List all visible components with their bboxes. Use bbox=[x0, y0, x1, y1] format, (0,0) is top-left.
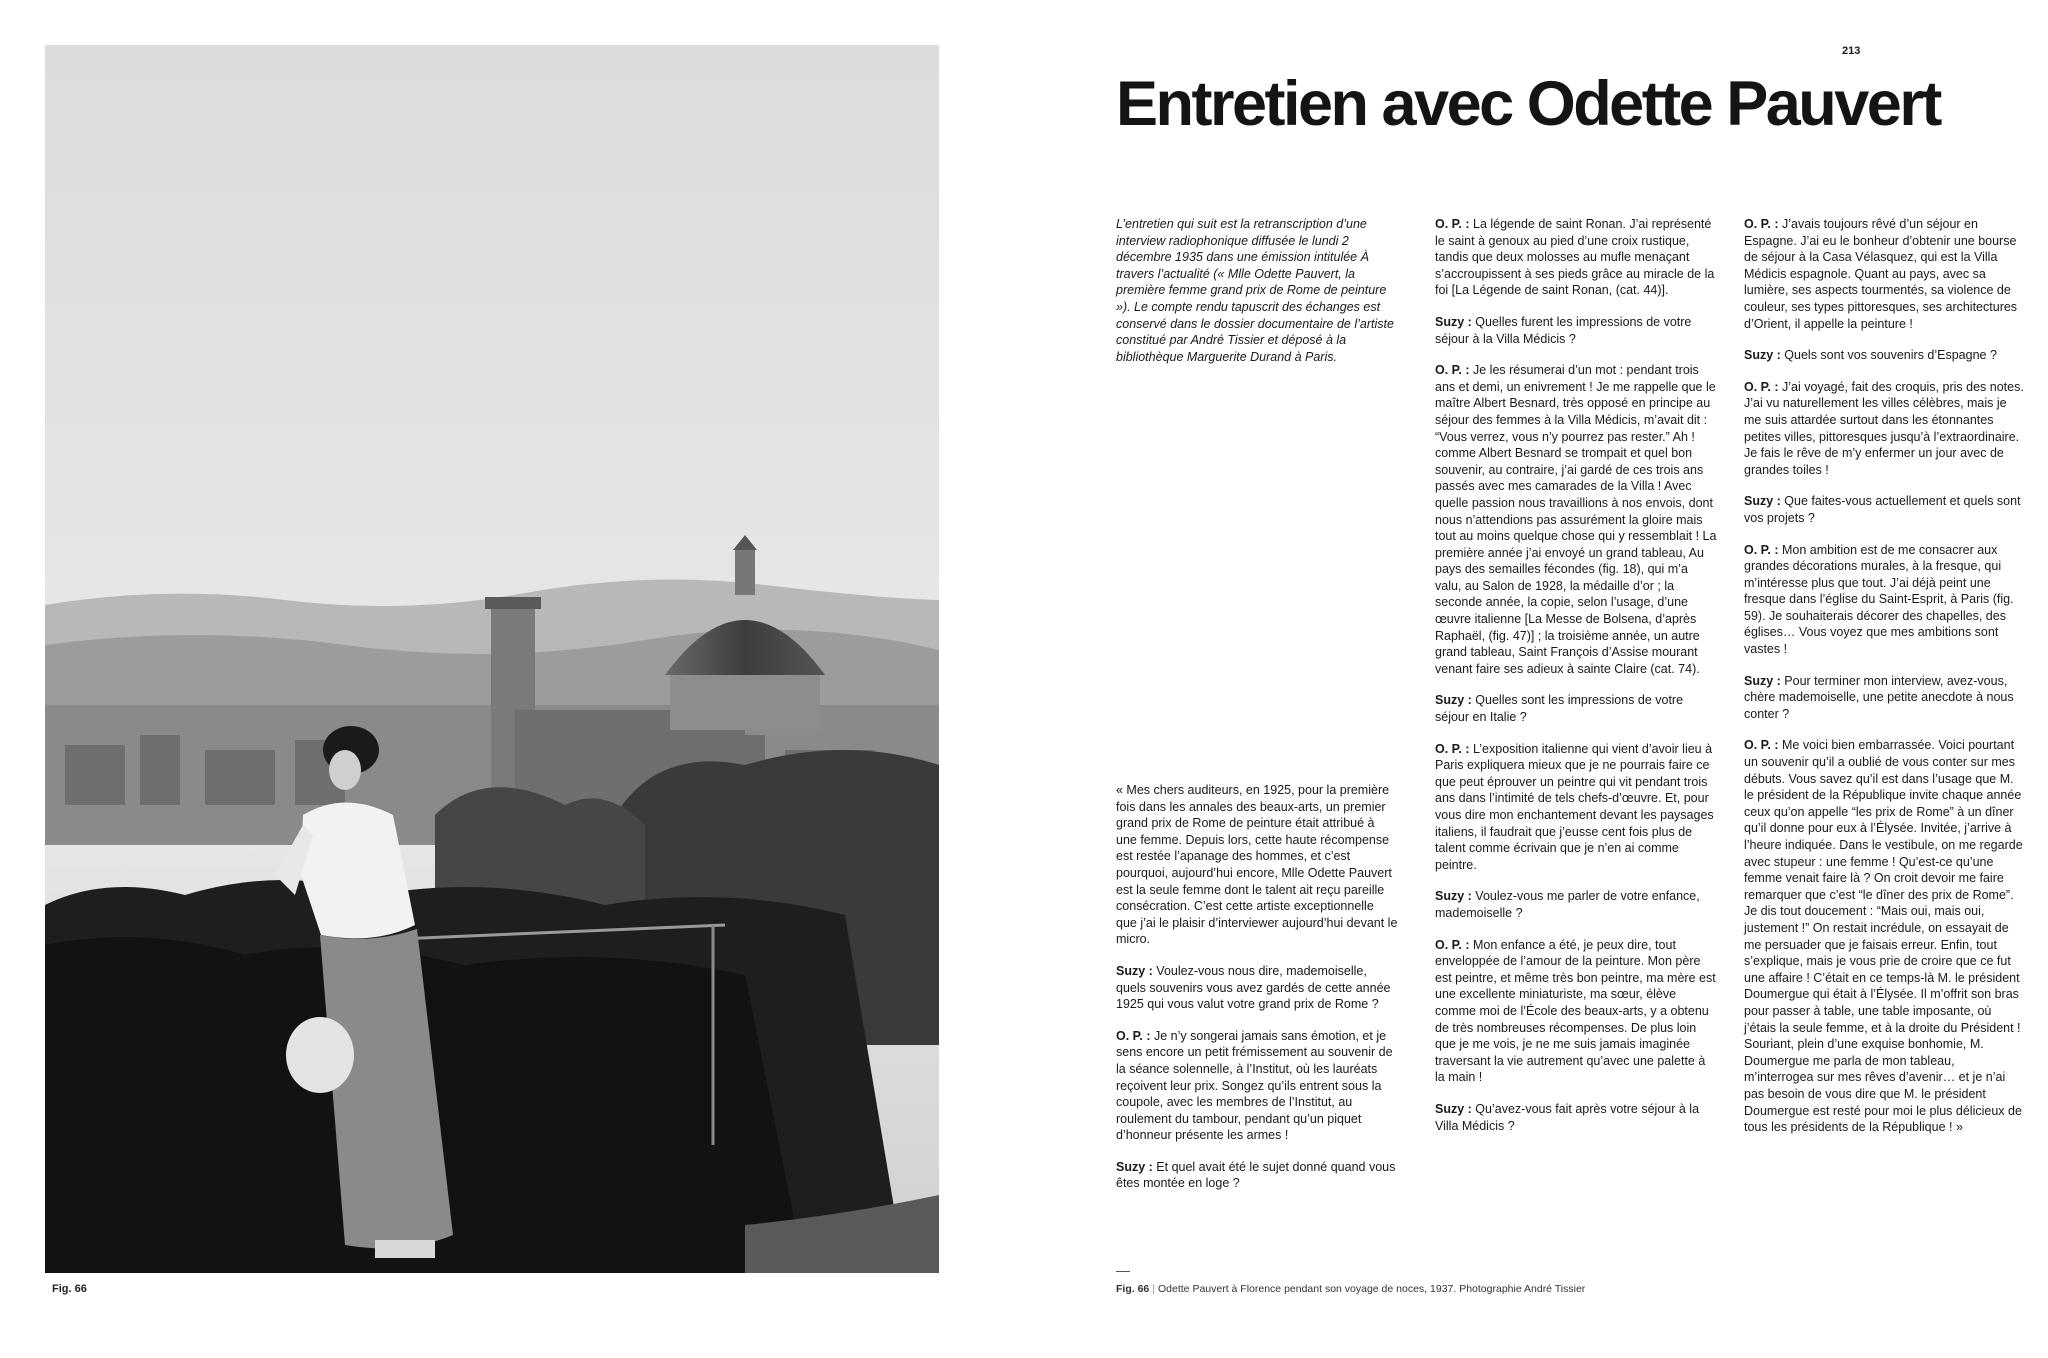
page-number: 213 bbox=[1842, 45, 1861, 57]
text-column-2 bbox=[1435, 216, 1717, 1149]
paragraph: O. P. : L’exposition italienne qui vient d’avoir lieu à Paris expliquera mieux que je ne pourrais faire ce que peut éprouver un peintre qui vit pendant trois ans dans l’intimité de tels chefs-d’œuvre. Et, pour vous dire mon enchantement devant les paysages italiens, il faudrait que j’eusse cent fois plus de talent comme écrivain que je n’en ai comme peintre. bbox=[1435, 741, 1714, 872]
text-column-3 bbox=[1744, 216, 2026, 1151]
paragraph: O. P. : J’ai voyagé, fait des croquis, pris des notes. J’ai vu naturellement les villes célèbres, mais je me suis attardée surtout dans les étonnantes petites villes, pittoresques jusqu’à l’extraordinaire. Je fais le rêve de m’y enfermer un jour avec de grandes toiles ! bbox=[1744, 379, 2024, 477]
caption-text: Odette Pauvert à Florence pendant son voyage de noces, 1937. Photographie André Tissier bbox=[1158, 1283, 1586, 1295]
intro-paragraph: L’entretien qui suit est la retranscription d’une interview radiophonique diffusée le lundi 2 décembre 1935 dans une émission intitulée À travers l’actualité (« Mlle Odette Pauvert, la première femme grand prix de Rome de peinture »). Le compte rendu tapuscrit des échanges est conservé dans le dossier documentaire de l’artiste constitué par André Tissier et déposé à la bibliothèque Marguerite Durand à Paris. bbox=[1116, 217, 1394, 364]
text-column-1 bbox=[1116, 216, 1398, 1191]
photo-woman-florence-icon bbox=[45, 45, 939, 1273]
paragraph: Suzy : Et quel avait été le sujet donné quand vous êtes montée en loge ? bbox=[1116, 1159, 1396, 1191]
paragraph: O. P. : Je n’y songerai jamais sans émotion, et je sens encore un petit frémissement au souvenir de la séance solennelle, à l’Institut, où les lauréats reçoivent leur prix. Songez qu’ils entrent sous la coupole, avec les membres de l’Institut, au roulement du tambour, pendant qu’un piquet d’honneur présente les armes ! bbox=[1116, 1028, 1393, 1143]
paragraph: Suzy : Voulez-vous nous dire, mademoiselle, quels souvenirs vous avez gardés de cette année 1925 qui vous valut votre grand prix de Rome ? bbox=[1116, 963, 1391, 1012]
paragraph: « Mes chers auditeurs, en 1925, pour la première fois dans les annales des beaux-arts, un premier grand prix de Rome de peinture était attribué à une femme. Depuis lors, cette haute récompense est restée l’apanage des hommes, et c’est pourquoi, aujourd’hui encore, Mlle Odette Pauvert est la seule femme dont le talent ait reçu pareille consécration. C’est cette artiste exceptionnelle que j’ai le plaisir d’interviewer aujourd’hui devant le micro. bbox=[1116, 783, 1398, 947]
paragraph: Suzy : Voulez-vous me parler de votre enfance, mademoiselle ? bbox=[1435, 889, 1700, 920]
paragraph: O. P. : Mon enfance a été, je peux dire, tout enveloppée de l’amour de la peinture. Mon père est peintre, et même très bon peintre, ma mère est une excellente miniaturiste, ma sœur, élève comme moi de l’École des beaux-arts, y a obtenu de très nombreuses récompenses. De plus loin que je me vois, je ne me suis jamais imaginée traversant la vie autrement qu’avec une palette à la main ! bbox=[1435, 937, 1716, 1085]
paragraph: O. P. : J’avais toujours rêvé d’un séjour en Espagne. J’ai eu le bonheur d’obtenir une bourse de séjour à la Casa Vélasquez, qui est la Villa Médicis espagnole. Quant au pays, avec sa lumière, ses aspects tourmentés, sa violence de couleur, ses types pittoresques, ses architectures d’Orient, il appelle la peinture ! bbox=[1744, 217, 2018, 331]
figure-caption bbox=[1116, 1283, 1585, 1295]
photo-figure-66 bbox=[45, 45, 939, 1273]
paragraph: Suzy : Que faites-vous actuellement et quels sont vos projets ? bbox=[1744, 494, 2021, 525]
caption-separator: | bbox=[1152, 1283, 1155, 1295]
figure-label-left: Fig. 66 bbox=[52, 1283, 87, 1295]
paragraph: O. P. : Mon ambition est de me consacrer aux grandes décorations murales, à la fresque, qui m’intéresse plus que tout. J’ai déjà peint une fresque dans l’église du Saint-Esprit, à Paris (fig. 59). Je souhaiterais décorer des chapelles, des églises… Vous voyez que mes ambitions sont vastes ! bbox=[1744, 542, 2014, 657]
caption-figure-number: Fig. 66 bbox=[1116, 1283, 1150, 1295]
paragraph: O. P. : Me voici bien embarrassée. Voici pourtant un souvenir qu’il a oublié de vous conter sur mes débuts. Vous savez qu’il est dans l’usage que M. le président de la République invite chaque année ceux qu’on appelle “les prix de Rome” à un dîner qu’il donne pour eux à l’Élysée. Invitée, j’arrive à l’heure indiquée. Dans le vestibule, on me regarde avec stupeur : une femme ! Qu’est-ce qu’une femme venait faire là ? On croit devoir me faire remarquer que c’est “le dîner des prix de Rome”. Je dis tout doucement : “Mais oui, mais oui, justement !” On restait incrédule, on essayait de me persuader que je faisais erreur. Enfin, tout s’explique, mais je vous prie de croire que ce fut une affaire ! C’était en ce temps-là M. le président Doumergue qui était à l’Élysée. Il m’offrit son bras pour passer à table, une table imposante, où j’étais la seule femme, et à la droite du Président ! Souriant, plein d’une exquise bonhomie, M. Doumergue me parla de mon tableau, m’interrogea sur mes rêves d’avenir… et je n’ai pas besoin de vous dire que M. le président Doumergue est resté pour moi le plus délicieux de tous les présidents de la République ! » bbox=[1744, 738, 2023, 1135]
page-title: Entretien avec Odette Pauvert bbox=[1116, 69, 1940, 139]
paragraph: O. P. : Je les résumerai d’un mot : pendant trois ans et demi, un enivrement ! Je me rappelle que le maître Albert Besnard, très opposé en principe au séjour des femmes à la Villa Médicis, m’avait dit : “Vous verrez, vous n’y pourrez pas rester.” Ah ! comme Albert Besnard se trompait et quel bon souvenir, au contraire, j’ai gardé de ces trois ans passés avec mes camarades de la Villa ! Avec quelle passion nous travaillions à nos envois, dont nous n’attendions pas assurément la gloire mais tout au moins quelque chose qui y ressemblait ! La première année j’ai envoyé un grand tableau, Au pays des semailles fécondes (fig. 18), qui m’a valu, au Salon de 1928, la médaille d’or ; la seconde année, la copie, selon l’usage, d’une œuvre italienne [La Messe de Bolsena, d’après Raphaël, (fig. 47)] ; la troisième année, un autre grand tableau, Saint François d’Assise mourant venant faire ses adieux à sainte Claire (cat. 74). bbox=[1435, 363, 1717, 676]
paragraph: Suzy : Quelles furent les impressions de votre séjour à la Villa Médicis ? bbox=[1435, 314, 1692, 346]
caption-rule bbox=[1116, 1271, 1130, 1272]
paragraph: O. P. : La légende de saint Ronan. J’ai représenté le saint à genoux au pied d’une croix rustique, tandis que deux molosses au mufle menaçant s’accroupissent à ses pieds grâce au miracle de la foi [La Légende de saint Ronan, (cat. 44)]. bbox=[1435, 217, 1715, 298]
paragraph: Suzy : Quels sont vos souvenirs d’Espagne ? bbox=[1744, 348, 1997, 363]
paragraph: Suzy : Quelles sont les impressions de votre séjour en Italie ? bbox=[1435, 693, 1684, 725]
column-1-body bbox=[1116, 782, 1398, 1207]
paragraph: Suzy : Qu’avez-vous fait après votre séjour à la Villa Médicis ? bbox=[1435, 1101, 1700, 1133]
paragraph: Suzy : Pour terminer mon interview, avez-vous, chère mademoiselle, une petite anecdote à nous conter ? bbox=[1744, 673, 2014, 721]
